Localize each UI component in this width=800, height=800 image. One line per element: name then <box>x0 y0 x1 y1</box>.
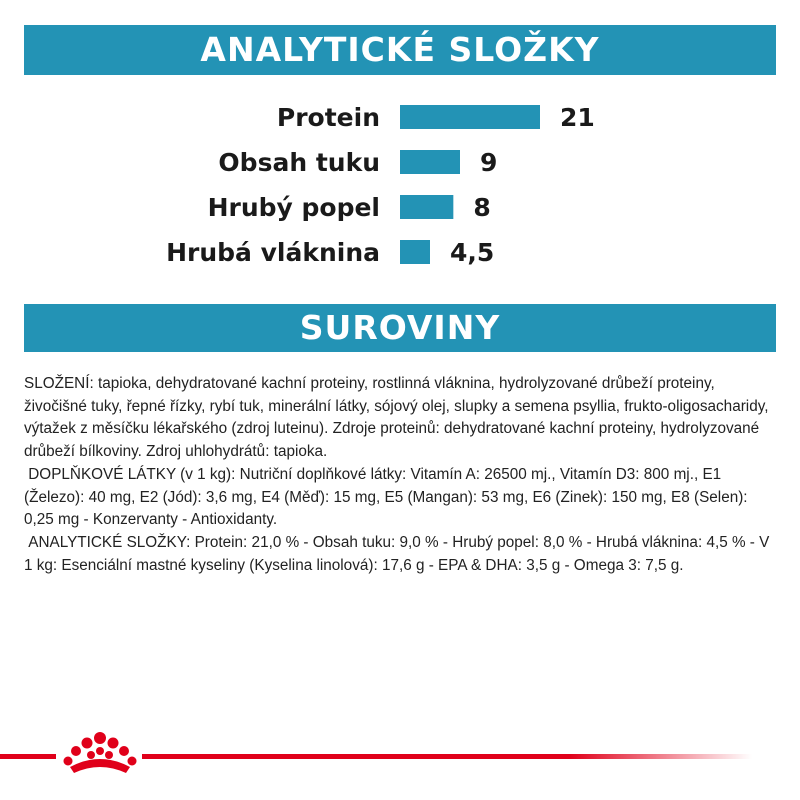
footer-line-right <box>142 754 752 759</box>
ingredients-text: SLOŽENÍ: tapioka, dehydratované kachní proteiny, rostlinná vláknina, hydrolyzované drůbeží proteiny, živočišné tuky, řepné řízky, rybí tuk, minerální látky, sójový olej, slupky a semena psyllia, frukto-oligosacharidy, výtažek z měsíčku lékařského (zdroj luteinu). Zdroje proteinů: dehydratované kachní proteiny, hydrolyzované drůbeží bílkoviny. Zdroj uhlohydrátů: tapioka. DOPLŇKOVÉ LÁTKY (v 1 kg): Nutriční doplňkové látky: Vitamín A: 26500 mj., Vitamín D3: 800 mj., E1 (Železo): 40 mg, E2 (Jód): 3,6 mg, E4 (Měď): 15 mg, E5 (Mangan): 53 mg, E6 (Zinek): 150 mg, E8 (Selen): 0,25 mg - Konzervanty - Antioxidanty. ANALYTICKÉ SLOŽKY: Protein: 21,0 % - Obsah tuku: 9,0 % - Hrubý popel: 8,0 % - Hrubá vláknina: 4,5 % - V 1 kg: Esenciální mastné kyseliny (Kyselina linolová): 17,6 g - EPA & DHA: 3,5 g - Omega 3: 7,5 g. <box>24 375 770 574</box>
bar <box>400 105 540 129</box>
analytic-components-banner <box>24 25 776 75</box>
ingredients-banner <box>24 304 776 352</box>
bar <box>400 150 460 174</box>
category-label: Hrubá vláknina <box>166 238 380 267</box>
value-label: 21 <box>560 103 595 132</box>
value-label: 4,5 <box>450 238 495 267</box>
value-label: 8 <box>473 193 491 222</box>
bar <box>400 240 430 264</box>
category-label: Protein <box>276 103 380 132</box>
footer-line-left <box>0 754 56 759</box>
value-label: 9 <box>480 148 498 177</box>
category-label: Obsah tuku <box>218 148 380 177</box>
analytic-components-title: ANALYTICKÉ SLOŽKY <box>200 30 600 69</box>
bar <box>400 195 453 219</box>
ingredients-title: SUROVINY <box>299 308 501 347</box>
category-label: Hrubý popel <box>207 193 380 222</box>
royal-canin-crown-icon <box>60 729 140 777</box>
nutrient-bar-chart <box>0 90 800 280</box>
